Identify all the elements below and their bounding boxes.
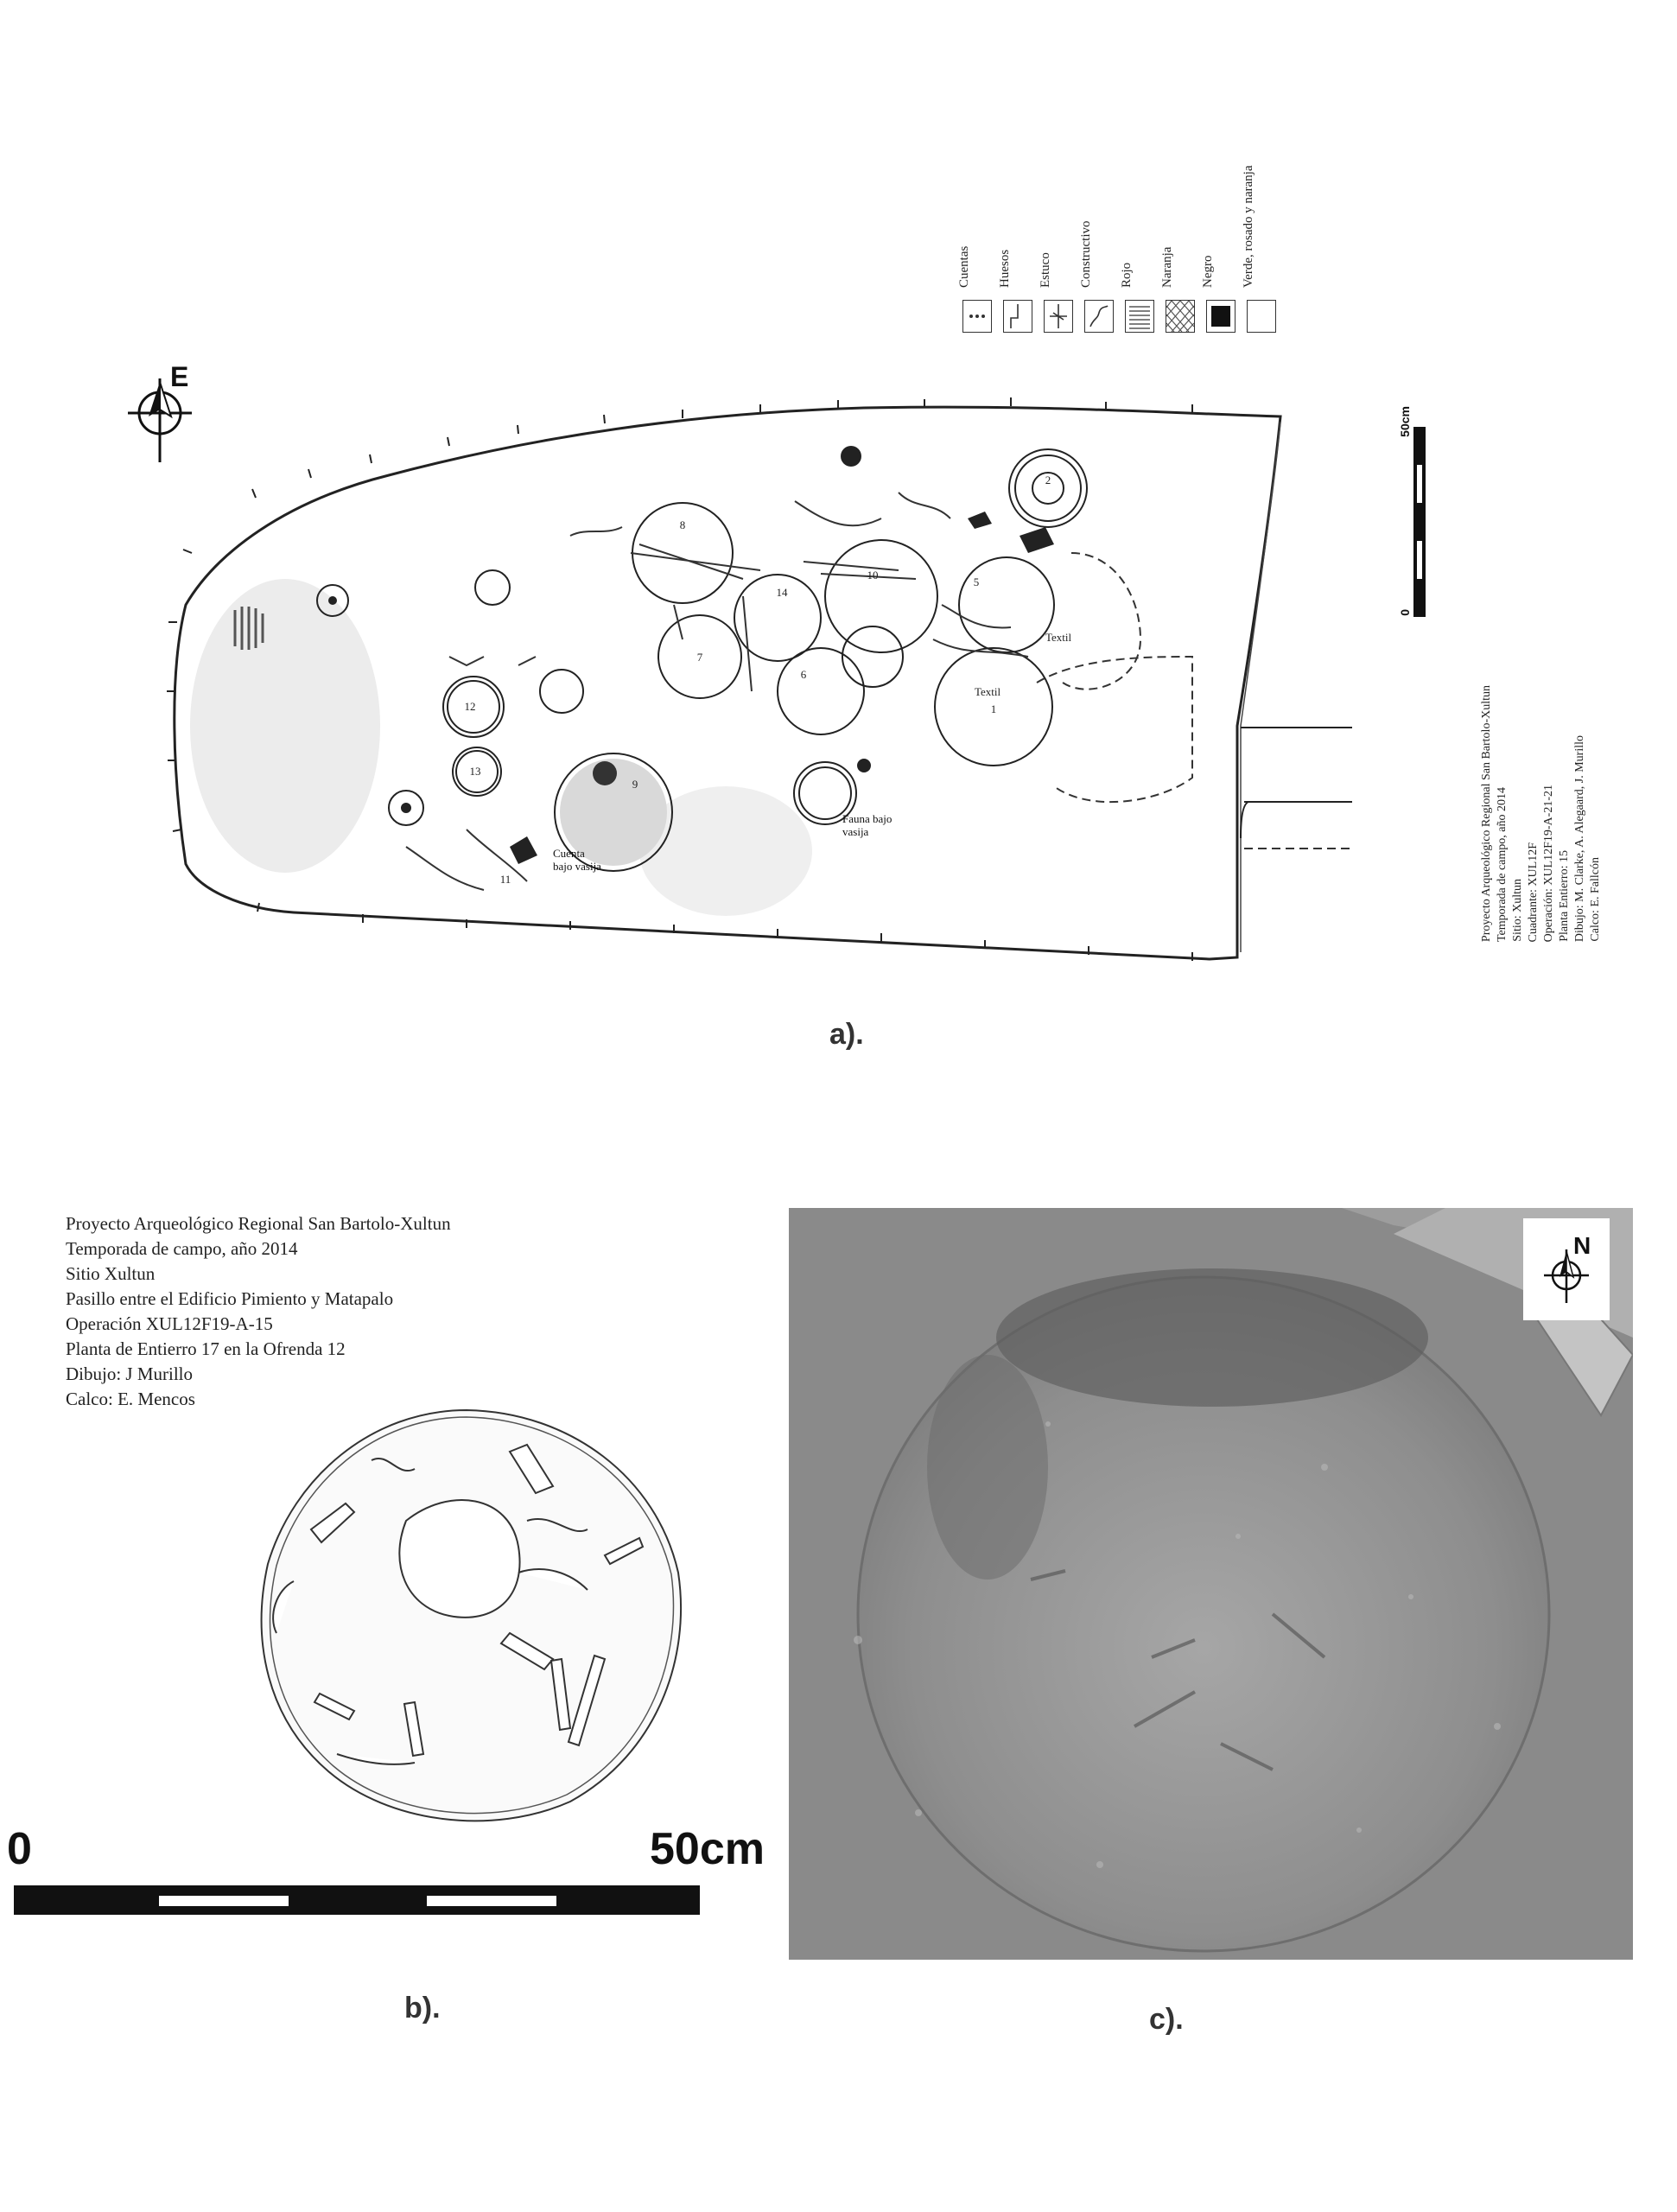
- metadata-line: Sitio Xultun: [66, 1263, 156, 1284]
- legend-label: Naranja: [1160, 246, 1174, 288]
- metadata-line: Operación XUL12F19-A-15: [66, 1313, 273, 1334]
- annotation-textil: Textil: [1045, 631, 1072, 644]
- panel-b: [0, 1192, 786, 2056]
- annotation-textil: Textil: [975, 685, 1001, 698]
- metadata-line: Proyecto Arqueológico Regional San Bartolo-Xultun: [66, 1213, 451, 1234]
- vessel-number: 13: [469, 765, 481, 778]
- legend-label: Negro: [1201, 255, 1215, 288]
- vessel-number: 12: [464, 700, 476, 713]
- panel-a-metadata: [1479, 570, 1635, 942]
- vessel-number: 1: [990, 702, 997, 715]
- metadata-line: Calco: E. Fallcón: [1589, 857, 1602, 942]
- panel-b-metadata: [66, 1211, 619, 1412]
- scale-a-max: 50cm: [1398, 406, 1412, 437]
- vessel-number: 9: [632, 778, 638, 791]
- metadata-line: Temporada de campo, año 2014: [66, 1238, 298, 1259]
- metadata-line: Sitio: Xultun: [1511, 879, 1524, 942]
- scale-a-zero: 0: [1398, 609, 1412, 616]
- metadata-line: Calco: E. Mencos: [66, 1389, 195, 1409]
- legend-label: Rojo: [1120, 262, 1134, 288]
- annotation-cuenta-bajo-vasija: Cuenta bajo vasija: [553, 847, 601, 873]
- metadata-line: Planta de Entierro 17 en la Ofrenda 12: [66, 1338, 346, 1359]
- vessel-number: 8: [679, 518, 686, 531]
- metadata-line: Temporada de campo, año 2014: [1496, 786, 1509, 942]
- scale-bar-a: [1410, 423, 1431, 620]
- vessel-number: 14: [776, 586, 788, 599]
- excavation-photo: [789, 1208, 1633, 1960]
- legend-label: Estuco: [1039, 252, 1052, 288]
- north-label: E: [170, 361, 189, 392]
- legend-label: Cuentas: [957, 245, 971, 288]
- legend-label: Huesos: [998, 249, 1012, 288]
- metadata-line: Cuadrante: XUL12F: [1527, 842, 1540, 942]
- annotation-fauna-bajo-vasija: Fauna bajo vasija: [842, 812, 892, 838]
- caption-a: a).: [829, 1018, 864, 1051]
- legend-label: Constructivo: [1079, 220, 1093, 288]
- panel-a: [0, 0, 1677, 1089]
- vessel-number: 11: [499, 873, 511, 886]
- scale-b-max: 50cm: [650, 1824, 765, 1874]
- vessel-number: 5: [973, 575, 980, 588]
- metadata-line: Pasillo entre el Edificio Pimiento y Matapalo: [66, 1288, 394, 1309]
- scale-b-zero: 0: [7, 1824, 32, 1874]
- metadata-line: Dibujo: M. Clarke, A. Alegaard, J. Murillo: [1573, 734, 1586, 942]
- legend-label: Verde, rosado y naranja: [1242, 165, 1255, 288]
- vessel-number: 6: [800, 668, 807, 681]
- metadata-line: Dibujo: J Murillo: [66, 1363, 194, 1384]
- vessel-number: 2: [1045, 474, 1051, 486]
- vessel-number: 10: [867, 569, 879, 582]
- vessel-number: 7: [696, 651, 703, 664]
- caption-b: b).: [404, 1992, 441, 2024]
- photo-rendering: [789, 1208, 1633, 1960]
- metadata-line: Planta Entierro: 15: [1558, 850, 1571, 942]
- metadata-line: Proyecto Arqueológico Regional San Bartolo-Xultun: [1480, 684, 1493, 942]
- offering-plan-drawing: [242, 1400, 691, 1832]
- metadata-line: Operación: XUL12F19-A-21-21: [1542, 784, 1555, 942]
- north-label: N: [1573, 1232, 1591, 1259]
- caption-c: c).: [1149, 2003, 1184, 2036]
- scale-bar-b: [14, 1884, 705, 1918]
- north-badge: [1523, 1218, 1610, 1320]
